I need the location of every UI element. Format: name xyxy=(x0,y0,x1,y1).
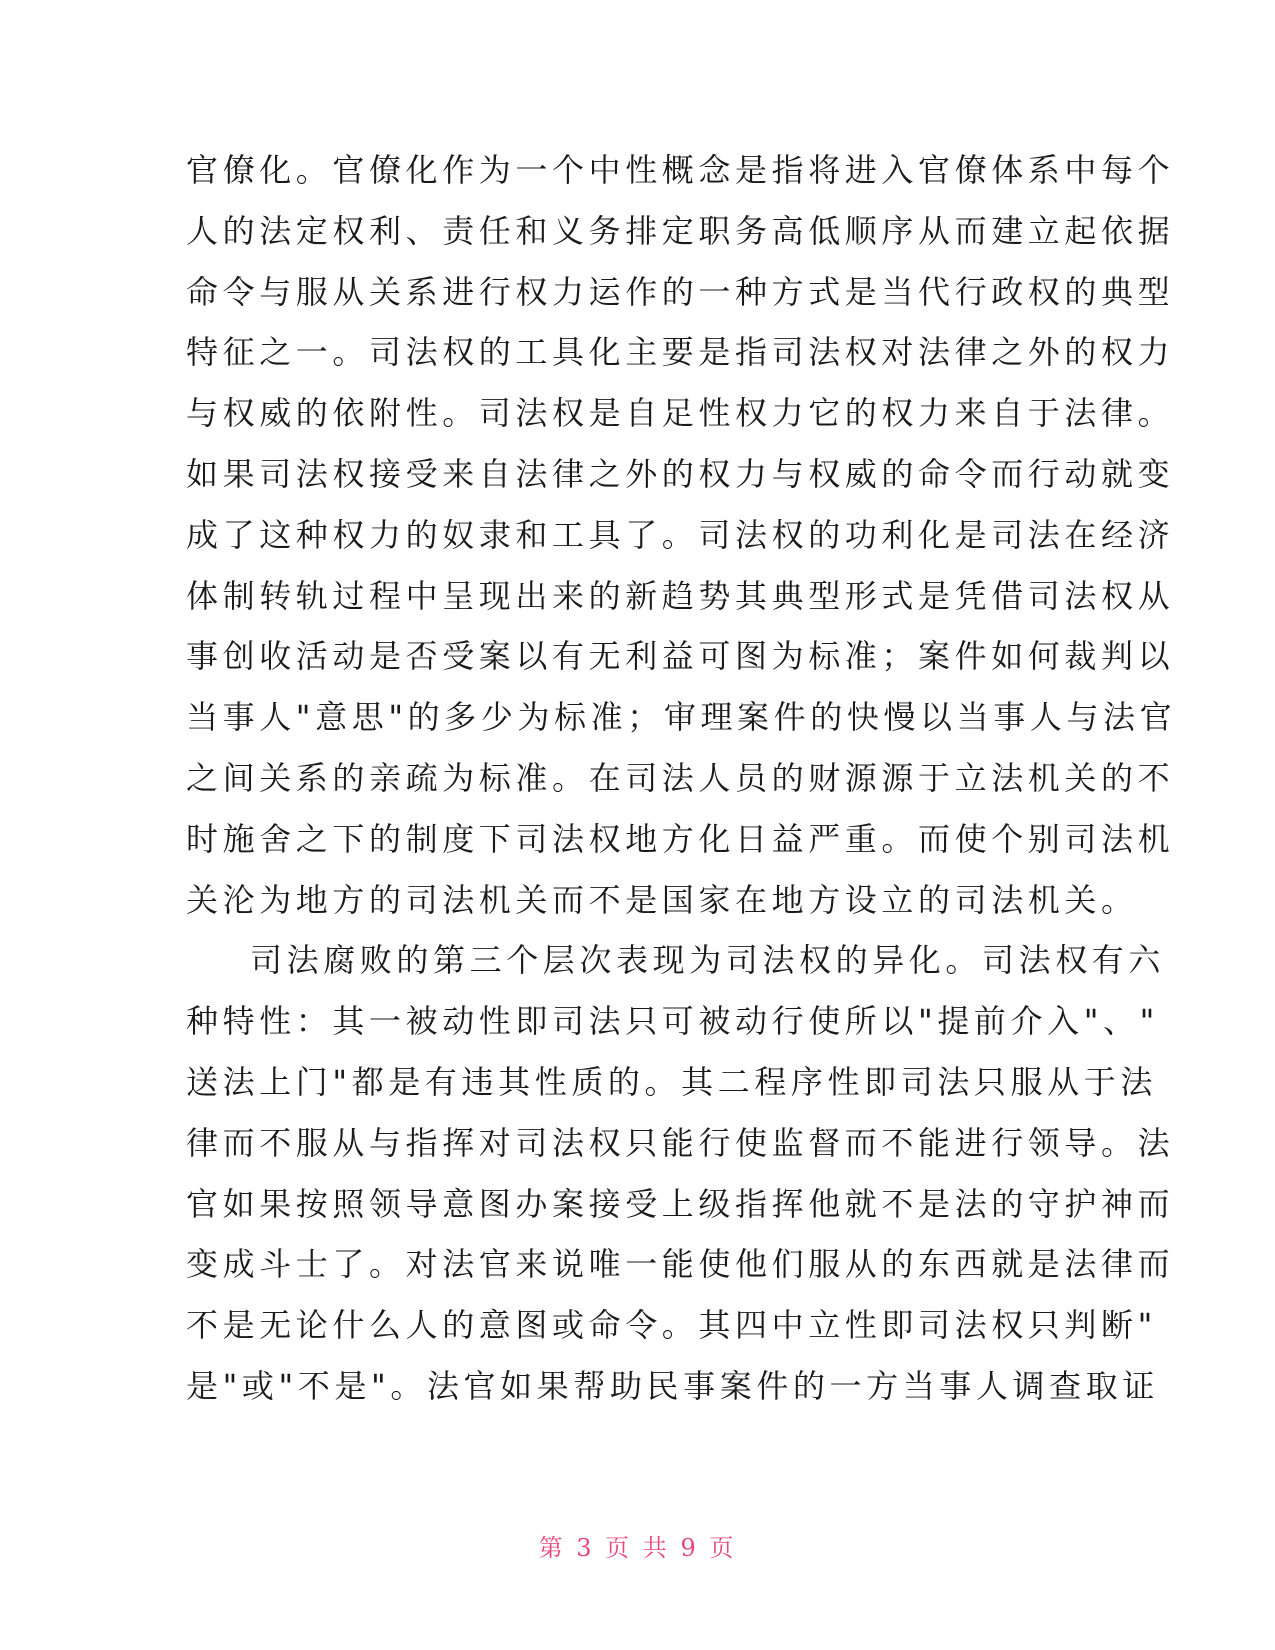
body-text xyxy=(186,140,1177,1417)
page-number-footer: 第 3 页 共 9 页 xyxy=(538,1534,737,1562)
text-line: 是"或"不是"。法官如果帮助民事案件的一方当事人调查取证 xyxy=(186,1366,1159,1405)
paragraph-start-line: 司法腐败的第三个层次表现为司法权的异化。司法权有六 xyxy=(250,941,1166,980)
text-line: 之间关系的亲疏为标准。在司法人员的财源源于立法机关的不 xyxy=(186,758,1175,797)
text-line: 送法上门"都是有违其性质的。其二程序性即司法只服从于法 xyxy=(186,1062,1157,1101)
text-line: 当事人"意思"的多少为标准；审理案件的快慢以当事人与法官 xyxy=(186,698,1177,737)
text-line: 体制转轨过程中呈现出来的新趋势其典型形式是凭借司法权从 xyxy=(186,576,1175,615)
text-line: 种特性：其一被动性即司法只可被动行使所以"提前介入"、" xyxy=(186,1002,1159,1041)
text-line: 时施舍之下的制度下司法权地方化日益严重。而使个别司法机 xyxy=(186,819,1175,858)
text-line: 变成斗士了。对法官来说唯一能使他们服从的东西就是法律而 xyxy=(186,1245,1175,1284)
text-line: 律而不服从与指挥对司法权只能行使监督而不能进行领导。法 xyxy=(186,1123,1175,1162)
text-line: 与权威的依附性。司法权是自足性权力它的权力来自于法律。 xyxy=(186,394,1175,433)
text-line: 成了这种权力的奴隶和工具了。司法权的功利化是司法在经济 xyxy=(186,515,1175,554)
text-line: 特征之一。司法权的工具化主要是指司法权对法律之外的权力 xyxy=(186,333,1175,372)
text-line: 官如果按照领导意图办案接受上级指挥他就不是法的守护神而 xyxy=(186,1184,1175,1223)
text-line: 关沦为地方的司法机关而不是国家在地方设立的司法机关。 xyxy=(186,880,1138,919)
text-line: 人的法定权利、责任和义务排定职务高低顺序从而建立起依据 xyxy=(186,211,1175,250)
text-line: 事创收活动是否受案以有无利益可图为标准；案件如何裁判以 xyxy=(186,637,1175,676)
text-line: 不是无论什么人的意图或命令。其四中立性即司法权只判断" xyxy=(186,1306,1157,1345)
text-line: 官僚化。官僚化作为一个中性概念是指将进入官僚体系中每个 xyxy=(186,151,1175,189)
text-line: 命令与服从关系进行权力运作的一种方式是当代行政权的典型 xyxy=(186,272,1175,311)
text-line: 如果司法权接受来自法律之外的权力与权威的命令而行动就变 xyxy=(186,454,1175,493)
